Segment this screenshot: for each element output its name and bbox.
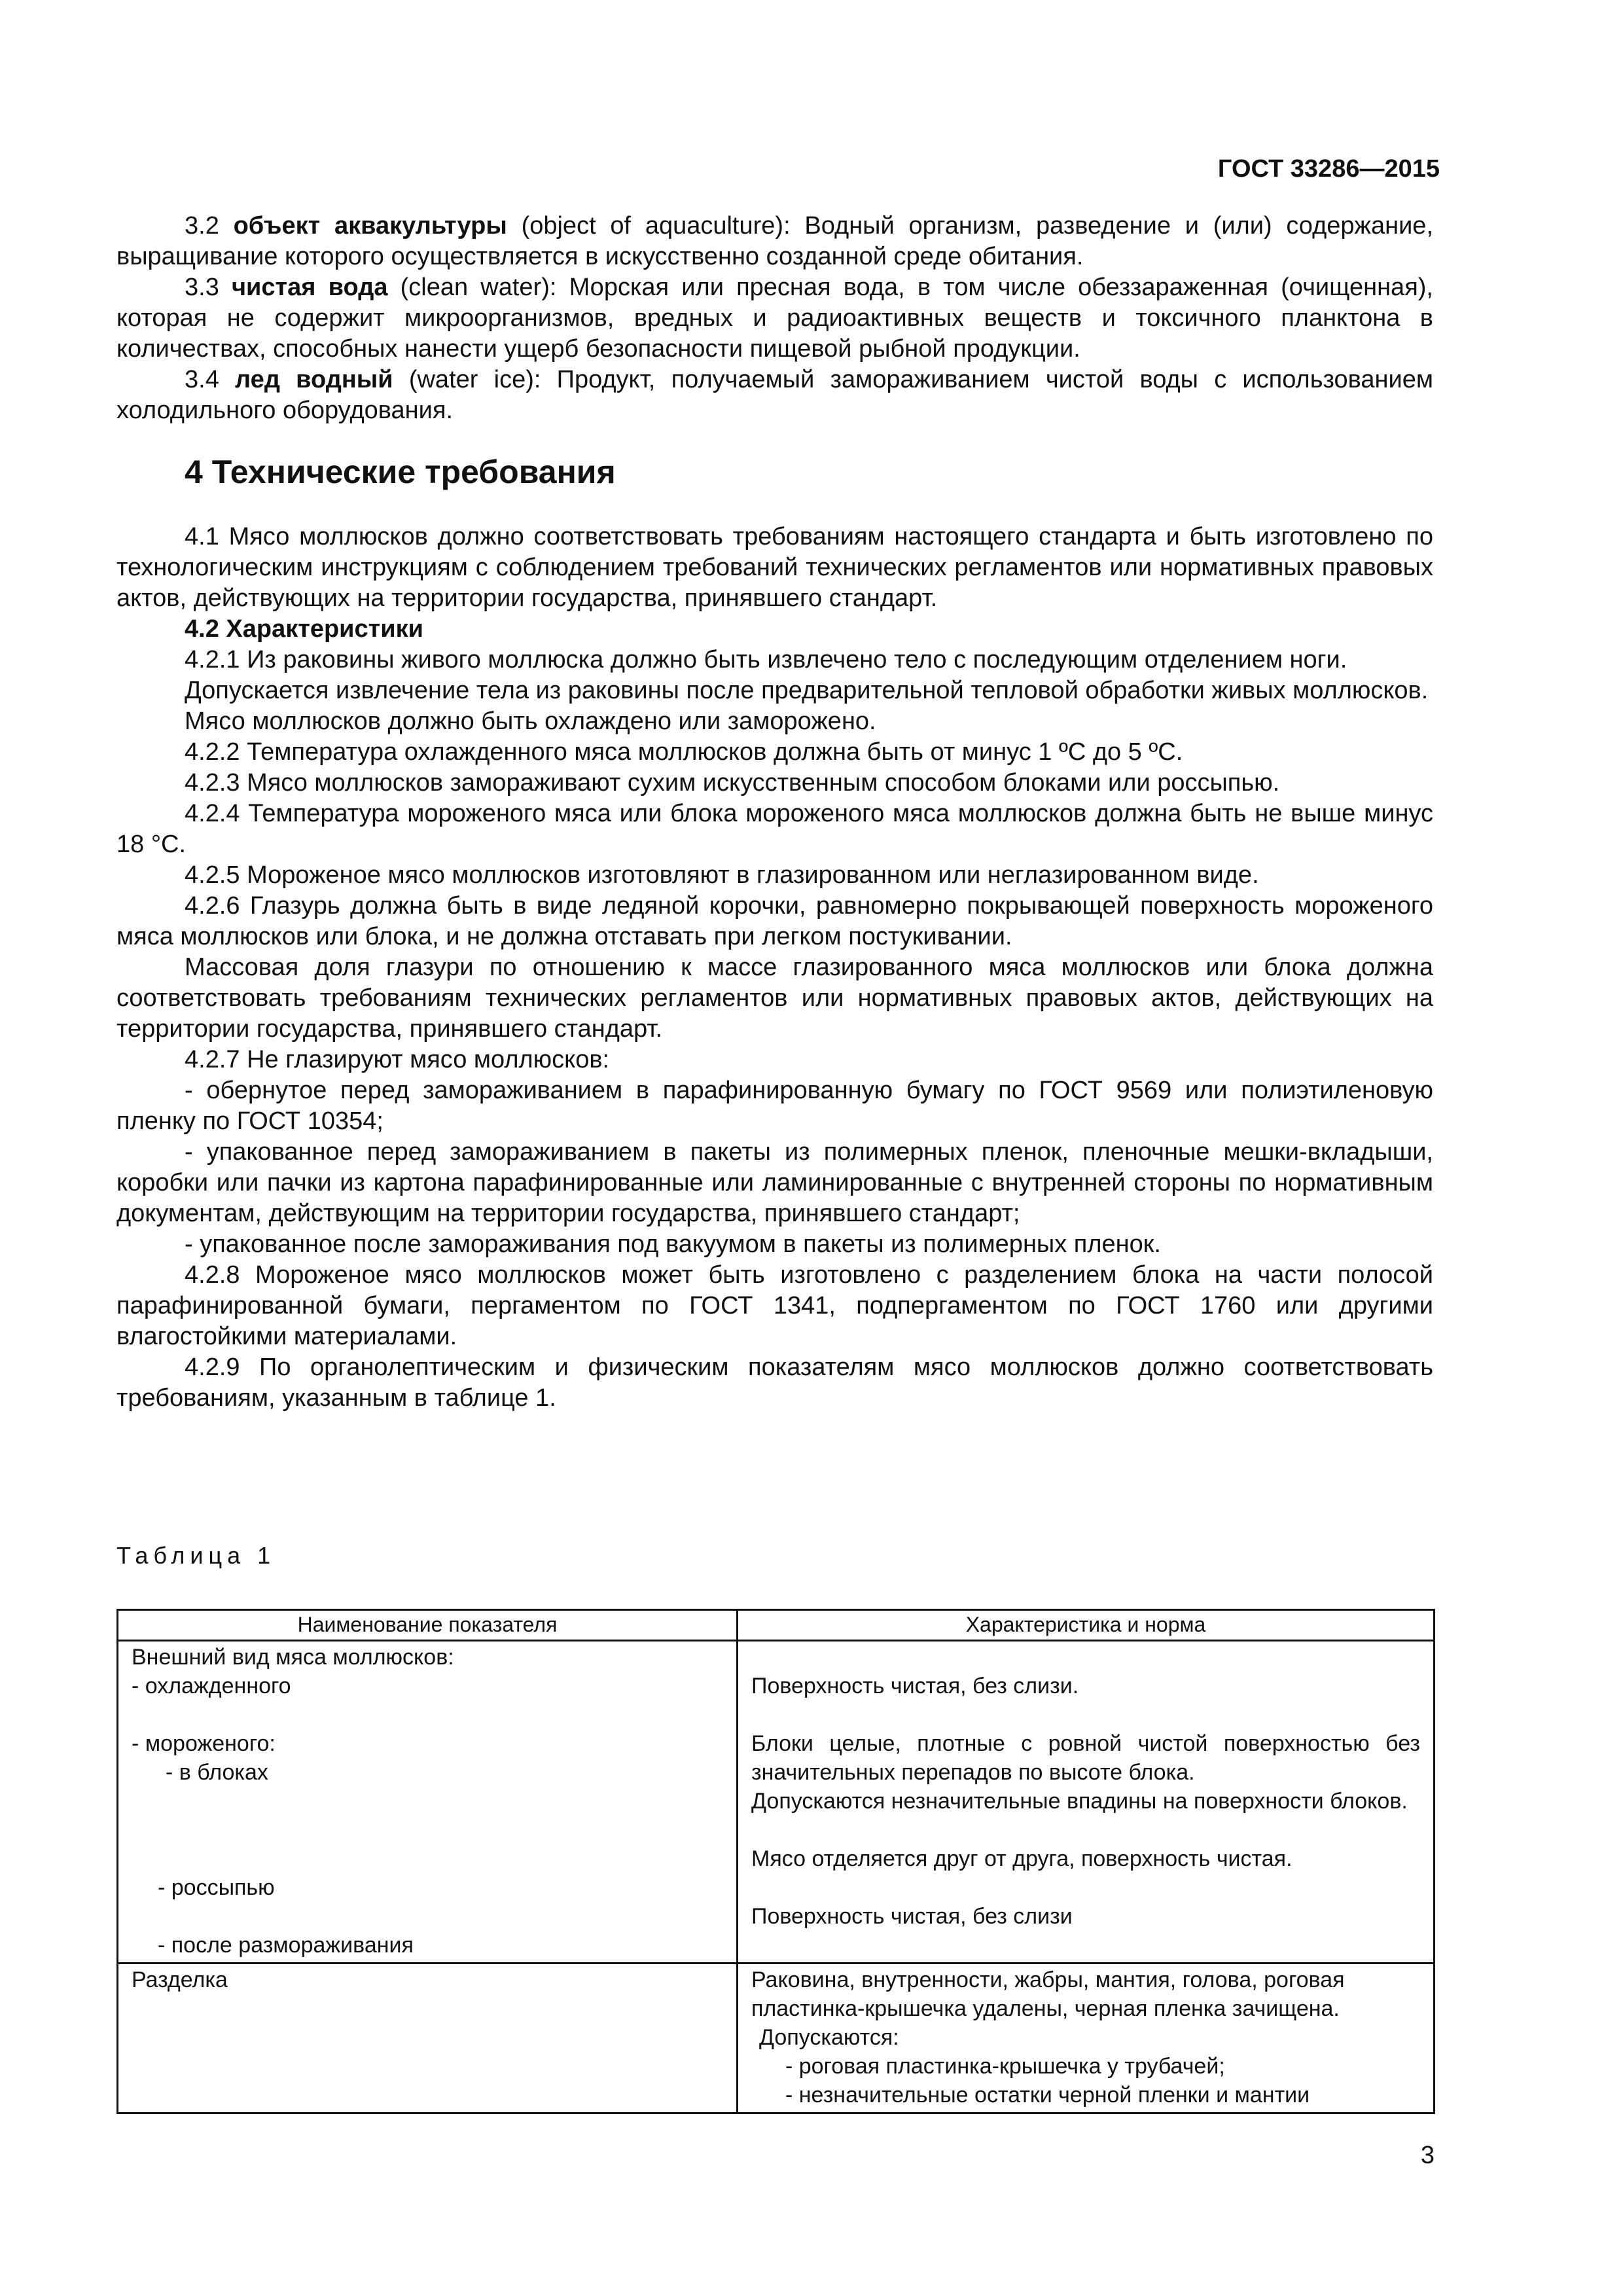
clause-4-2-7-b: - упакованное перед замораживанием в пакеты из полимерных пленок, пленочные мешки-вкладыши, коробки или пачки из картона парафинированные или ламинированные с внутренней стороны по нормативным документам, действующим на территории государства, принявшего стандарт; [116,1138,1433,1227]
document-header: ГОСТ 33286—2015 [1217,155,1440,183]
clause-number: 3.3 [185,274,232,301]
definition-text: (clean water): Морская или пресная вода, в том числе обеззараженная (очищенная), которая не содержит микроорганизмов, вредных и радиоактивных веществ и токсичного планктона в количествах, способных нанести ущерб безопасности пищевой рыбной продукции. [116,274,1433,363]
clause-4-2-5: 4.2.5 Мороженое мясо моллюсков изготовляют в глазированном или неглазированном виде. [185,861,1259,889]
clause-number: 3.2 [185,212,234,240]
cell-text: Разделка [132,1967,228,1992]
clause-4-2-7-a: - обернутое перед замораживанием в парафинированную бумагу по ГОСТ 9569 или полиэтиленовую пленку по ГОСТ 10354; [116,1077,1433,1135]
table-cell [738,1641,1435,1964]
clause-4-2-6: 4.2.6 Глазурь должна быть в виде ледяной корочки, равномерно покрывающей поверхность мороженого мяса моллюсков или блока, и не должна отставать при легком постукивании. [116,892,1433,950]
body-text [116,211,1433,1414]
term: чистая вода [232,274,388,301]
clause-number: 3.4 [185,366,236,393]
table-row [118,1641,1435,1964]
clause-4-2-1: 4.2.1 Из раковины живого моллюска должно быть извлечено тело с последующим отделением ноги. [185,646,1347,673]
cell-text: - мороженого: [132,1731,276,1756]
clause-4-2-7-c: - упакованное после замораживания под вакуумом в пакеты из полимерных пленок. [185,1230,1161,1258]
cell-text: - роговая пластинка-крышечка у трубачей; [785,2054,1225,2079]
term: лед водный [235,366,393,393]
table-cell [738,1964,1435,2113]
clause-4-1: 4.1 Мясо моллюсков должно соответствовать требованиям настоящего стандарта и быть изготовлено по технологическим инструкциям с соблюдением требований технических регламентов или нормативных правовых актов, действующих на территории государства, принявшего стандарт. [116,523,1433,612]
table-cell [118,1964,738,2113]
clause-4-2-8: 4.2.8 Мороженое мясо моллюсков может быть изготовлено с разделением блока на части полосой парафинированной бумаги, пергаментом по ГОСТ 1341, подпергаментом по ГОСТ 1760 или другими влагостойкими материалами. [116,1261,1433,1350]
cell-text: Допускаются: [759,2025,899,2050]
page-number: 3 [1420,2142,1435,2169]
cell-text: Поверхность чистая, без слизи. [751,1674,1079,1698]
clause-4-2-9: 4.2.9 По органолептическим и физическим показателям мясо моллюсков должно соответствовать требованиям, указанным в таблице 1. [116,1354,1433,1412]
cell-text: Поверхность чистая, без слизи [751,1904,1073,1929]
cell-text: - после размораживания [158,1933,414,1958]
cell-text: Раковина, внутренности, жабры, мантия, голова, роговая пластинка-крышечка удалены, черная пленка зачищена. [751,1967,1345,2021]
definition-3-2 [116,211,1433,272]
table-header-row [118,1610,1435,1641]
definition-3-4 [116,365,1433,426]
cell-text: Мясо отделяется друг от друга, поверхность чистая. [751,1846,1293,1871]
table-cell [118,1641,738,1964]
clause-4-2-2: 4.2.2 Температура охлажденного мяса моллюсков должна быть от минус 1 ºС до 5 ºС. [185,738,1183,766]
clause-4-2-title: 4.2 Характеристики [185,615,424,643]
definition-text: (object of aquaculture): Водный организм, разведение и (или) содержание, выращивание которого осуществляется в искусственно созданной среде обитания. [116,212,1434,270]
definition-3-3 [116,272,1433,365]
table-caption: Таблица 1 [116,1542,276,1569]
cell-text: - незначительные остатки черной пленки и мантии [785,2083,1310,2108]
clause-4-2-6-b: Массовая доля глазури по отношению к массе глазированного мяса моллюсков или блока должна соответствовать требованиям технических регламентов или нормативных правовых актов, действующих на территории государства, принявшего стандарт. [116,954,1433,1043]
clause-4-2-4: 4.2.4 Температура мороженого мяса или блока мороженого мяса моллюсков должна быть не выше минус 18 °С. [116,800,1433,858]
column-header: Наименование показателя [118,1610,738,1641]
section-4-title: 4 Технические требования [185,454,616,490]
cell-text: - охлажденного [132,1674,291,1698]
column-header: Характеристика и норма [738,1610,1435,1641]
clause-4-2-3: 4.2.3 Мясо моллюсков замораживают сухим искусственным способом блоками или россыпью. [185,769,1280,797]
cell-text: - в блоках [166,1760,268,1785]
term: объект аквакультуры [233,212,507,240]
cell-text: Допускаются незначительные впадины на поверхности блоков. [751,1789,1408,1814]
table-1 [116,1609,1435,2114]
definition-text: (water ice): Продукт, получаемый замораживанием чистой воды с использованием холодильного оборудования. [116,366,1433,424]
clause-4-2-7: 4.2.7 Не глазируют мясо моллюсков: [185,1046,610,1073]
cell-text: Блоки целые, плотные с ровной чистой поверхностью без значительных перепадов по высоте блока. [751,1731,1420,1785]
clause-4-2-1-b: Допускается извлечение тела из раковины после предварительной тепловой обработки живых моллюсков. [185,677,1429,704]
clause-4-2-1-c: Мясо моллюсков должно быть охлаждено или заморожено. [185,708,876,735]
table-row [118,1964,1435,2113]
cell-text: - россыпью [158,1875,275,1900]
cell-text: Внешний вид мяса моллюсков: [132,1645,454,1670]
